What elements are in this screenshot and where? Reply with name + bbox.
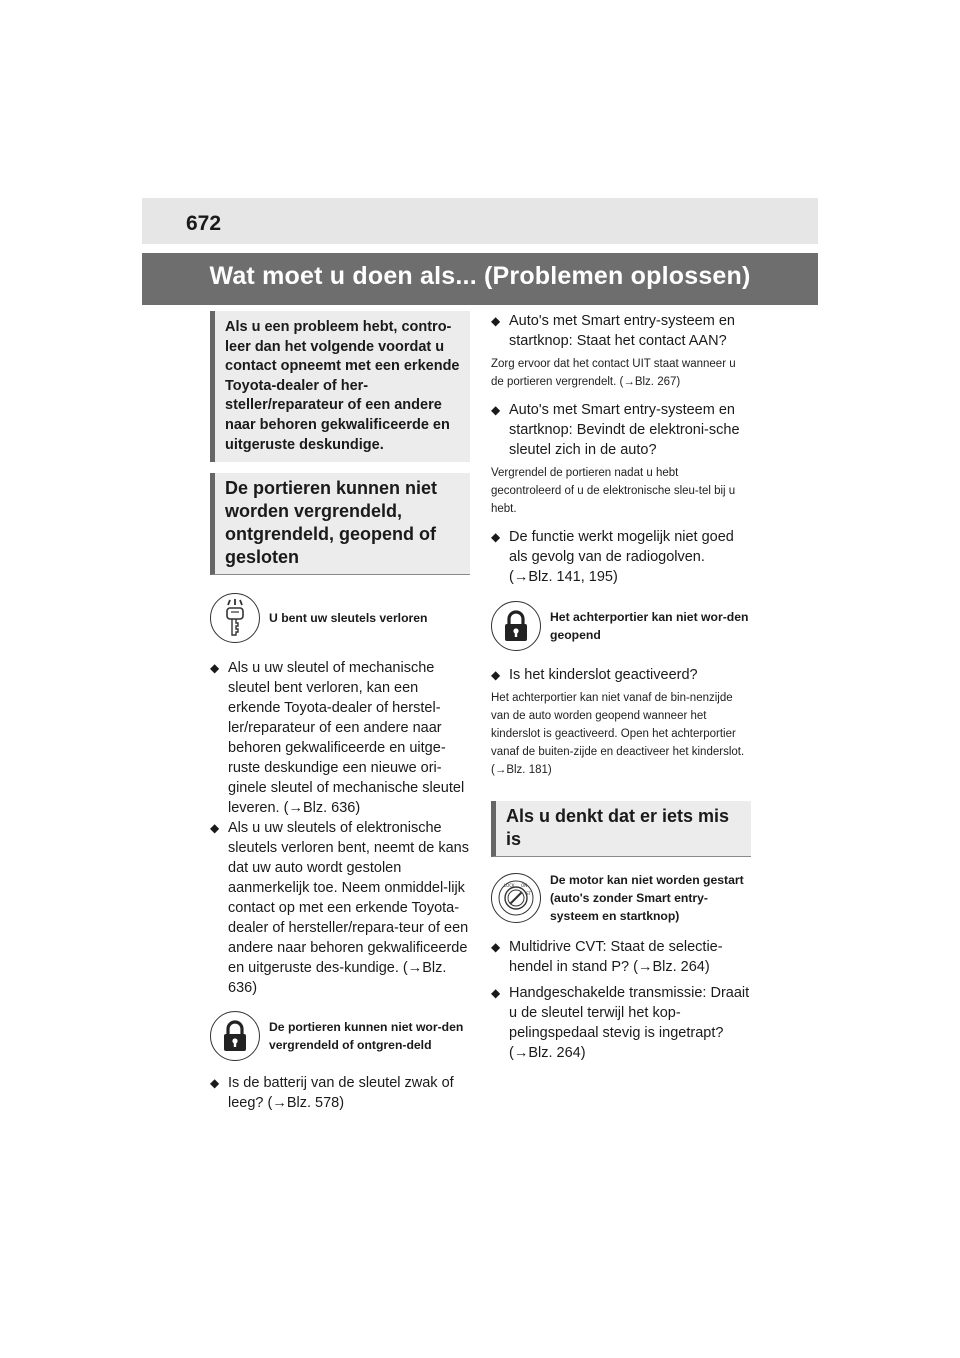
bullet-ignition-on: ◆ Auto's met Smart entry-systeem en startknop: Staat het contact AAN? bbox=[491, 311, 751, 351]
bullet-cvt-position-p: ◆ Multidrive CVT: Staat de selectie-hendel in stand P? (→Blz. 264) bbox=[491, 937, 751, 977]
subsection-cannot-lock bbox=[210, 1011, 470, 1061]
bullet-radio-waves: ◆ De functie werkt mogelijk niet goed als gevolg van de radiogolven. (→Blz. 141, 195) bbox=[491, 527, 751, 587]
lost-key-icon bbox=[210, 593, 260, 643]
bullet-child-lock: ◆ Is het kinderslot geactiveerd? bbox=[491, 665, 751, 685]
left-column bbox=[210, 311, 470, 1113]
svg-text:ON: ON bbox=[521, 883, 528, 888]
padlock-icon bbox=[491, 601, 541, 651]
note-ignition-off: Zorg ervoor dat het contact UIT staat wanneer u de portieren vergrendelt. (→Blz. 267) bbox=[491, 358, 736, 388]
padlock-icon bbox=[210, 1011, 260, 1061]
svg-text:LOCK: LOCK bbox=[504, 883, 515, 888]
svg-text:ST: ST bbox=[526, 891, 531, 896]
page-number-bar bbox=[142, 198, 818, 244]
bullet-manual-clutch: ◆ Handgeschakelde transmissie: Draait u de sleutel terwijl het kop-pelingspedaal stevig is ingetrapt? (→Blz. 264) bbox=[491, 983, 751, 1063]
bullet-electronic-key-inside: ◆ Auto's met Smart entry-systeem en startknop: Bevindt de elektroni-sche sleutel zich in de auto? bbox=[491, 400, 751, 460]
page-number: 672 bbox=[186, 212, 222, 235]
page-title: Wat moet u doen als... (Problemen oplossen) bbox=[209, 262, 751, 290]
subsection-label-rear-door: Het achterportier kan niet wor-den geopend bbox=[550, 610, 749, 642]
bullet-lost-key: ◆ Als u uw sleutel of mechanische sleutel bent verloren, kan een erkende Toyota-dealer of herstel-ler/reparateur of een andere naar behoren gekwalificeerde en uitge-ruste deskundige een nieuwe ori-ginele sleutel of mechanische sleutel leveren. (→Blz. 636) bbox=[210, 658, 470, 818]
bullet-lost-electronic-keys: ◆ Als u uw sleutels of elektronische sleutels verloren bent, neemt de kans dat uw auto wordt gestolen aanmerkelijk toe. Neem onmiddel-lijk contact op met een erkende Toyota-dealer of hersteller/repara-teur of een andere naar behoren gekwalificeerde en uitgeruste des-kundige. (→Blz. 636) bbox=[210, 818, 470, 998]
subsection-rear-door bbox=[491, 601, 751, 651]
subsection-label-lost-keys: U bent uw sleutels verloren bbox=[269, 611, 428, 626]
intro-box: Als u een probleem hebt, contro-leer dan het volgende voordat u contact opneemt met een erkende Toyota-dealer of her-steller/reparateur of een andere naar behoren gekwalificeerde en uitgeruste deskundige. bbox=[210, 311, 470, 462]
subsection-engine-not-start bbox=[491, 871, 751, 925]
note-check-key: Vergrendel de portieren nadat u hebt gecontroleerd of u de elektronische sleu-tel bij u hebt. bbox=[491, 467, 736, 515]
subsection-label-engine-not-start: De motor kan niet worden gestart (auto's zonder Smart entry-systeem en startknop) bbox=[550, 873, 744, 923]
note-child-lock: Het achterportier kan niet vanaf de bin-nenzijde van de auto worden geopend wanneer het kinderslot is geactiveerd. Open het achterportier vanaf de buiten-zijde en deactiveer het kinderslot. (→Blz. 181) bbox=[491, 692, 745, 776]
ignition-switch-icon bbox=[491, 873, 541, 923]
section-heading-something-wrong: Als u denkt dat er iets mis is bbox=[491, 801, 751, 857]
subsection-label-cannot-lock: De portieren kunnen niet wor-den vergrendeld of ontgren-deld bbox=[269, 1020, 464, 1053]
subsection-lost-keys bbox=[210, 593, 470, 643]
section-heading-doors: De portieren kunnen niet worden vergrendeld, ontgrendeld, geopend of gesloten bbox=[210, 473, 470, 575]
title-bar bbox=[142, 253, 818, 305]
right-column bbox=[491, 311, 751, 1063]
bullet-battery: ◆ Is de batterij van de sleutel zwak of leeg? (→Blz. 578) bbox=[210, 1073, 470, 1113]
